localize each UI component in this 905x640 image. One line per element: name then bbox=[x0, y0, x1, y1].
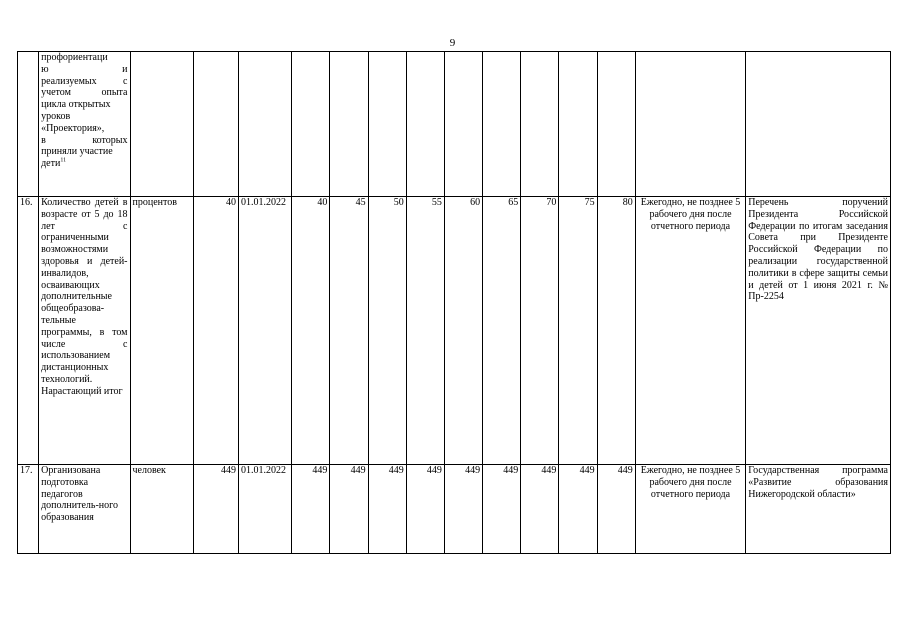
value-cell: 45 bbox=[330, 197, 368, 465]
value-cell: 449 bbox=[330, 465, 368, 554]
frequency-cell bbox=[635, 52, 746, 197]
frequency-cell: Ежегодно, не позднее 5 рабочего дня после отчетного периода bbox=[635, 465, 746, 554]
source-cell: Государственная программа «Развитие образования Нижегородской области» bbox=[746, 465, 891, 554]
value-cell: 50 bbox=[368, 197, 406, 465]
unit-cell: процентов bbox=[130, 197, 193, 465]
base-date-cell bbox=[238, 52, 291, 197]
value-cell bbox=[330, 52, 368, 197]
source-cell: Перечень поручений Президента Российской Федерации по итогам заседания Совета при Президенте Российской Федерации по реализации государственной политики в сфере защиты семьи и детей от 1 июня 2021 г. № Пр-2254 bbox=[746, 197, 891, 465]
value-cell: 55 bbox=[406, 197, 444, 465]
indicators-table bbox=[17, 51, 891, 554]
base-value-cell: 40 bbox=[193, 197, 238, 465]
table-row bbox=[18, 465, 891, 554]
footnote-mark: 11 bbox=[60, 157, 67, 164]
value-cell: 65 bbox=[483, 197, 521, 465]
value-cell: 449 bbox=[444, 465, 482, 554]
value-cell bbox=[483, 52, 521, 197]
value-cell: 449 bbox=[559, 465, 597, 554]
row-number: 17. bbox=[18, 465, 39, 554]
table-row bbox=[18, 52, 891, 197]
value-cell bbox=[597, 52, 635, 197]
value-cell bbox=[521, 52, 559, 197]
row-number: 16. bbox=[18, 197, 39, 465]
row-number bbox=[18, 52, 39, 197]
table-row bbox=[18, 197, 891, 465]
value-cell: 449 bbox=[597, 465, 635, 554]
indicator-name: Количество детей в возрасте от 5 до 18 лет с ограниченными возможностями здоровья и детей-инвалидов, осваивающих дополнительные общеобразова-тельные программы, в том числе с использованием дистанционных технологий. Нарастающий итог bbox=[39, 197, 130, 465]
base-date-cell: 01.01.2022 bbox=[238, 465, 291, 554]
indicator-name: профориентаци ю и реализуемых с учетом опыта цикла открытых уроков «Проектория», в которых приняли участие дети$^{11}$ bbox=[39, 52, 130, 197]
value-cell: 80 bbox=[597, 197, 635, 465]
value-cell bbox=[368, 52, 406, 197]
unit-cell: человек bbox=[130, 465, 193, 554]
value-cell: 449 bbox=[406, 465, 444, 554]
value-cell bbox=[444, 52, 482, 197]
value-cell: 449 bbox=[521, 465, 559, 554]
value-cell: 75 bbox=[559, 197, 597, 465]
value-cell bbox=[559, 52, 597, 197]
frequency-cell: Ежегодно, не позднее 5 рабочего дня после отчетного периода bbox=[635, 197, 746, 465]
source-cell bbox=[746, 52, 891, 197]
value-cell: 40 bbox=[292, 197, 330, 465]
value-cell bbox=[406, 52, 444, 197]
base-value-cell bbox=[193, 52, 238, 197]
value-cell: 449 bbox=[368, 465, 406, 554]
value-cell: 449 bbox=[483, 465, 521, 554]
value-cell: 60 bbox=[444, 197, 482, 465]
indicator-name: Организована подготовка педагогов дополнитель-ного образования bbox=[39, 465, 130, 554]
value-cell: 449 bbox=[292, 465, 330, 554]
value-cell bbox=[292, 52, 330, 197]
base-date-cell: 01.01.2022 bbox=[238, 197, 291, 465]
base-value-cell: 449 bbox=[193, 465, 238, 554]
value-cell: 70 bbox=[521, 197, 559, 465]
unit-cell bbox=[130, 52, 193, 197]
page-number: 9 bbox=[449, 37, 456, 49]
